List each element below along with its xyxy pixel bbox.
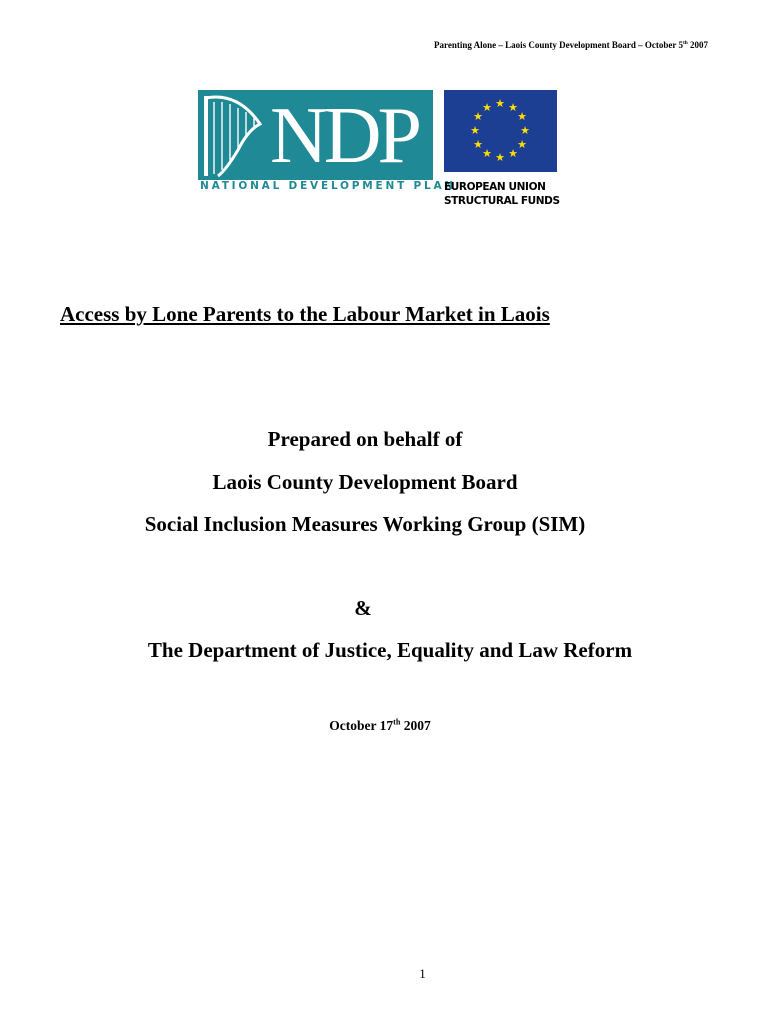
document-date: [0, 718, 760, 734]
prepared-line-3: Social Inclusion Measures Working Group (SIM): [144, 512, 586, 536]
date-year: 2007: [400, 718, 431, 733]
ampersand: &: [354, 596, 372, 620]
svg-text:★: ★: [508, 101, 518, 114]
svg-text:★: ★: [517, 110, 527, 123]
eu-caption-line2: STRUCTURAL FUNDS: [444, 195, 560, 207]
prepared-line-1: Prepared on behalf of: [267, 427, 463, 451]
svg-text:★: ★: [495, 151, 505, 164]
header-year: 2007: [687, 40, 708, 50]
eu-caption-line1: EUROPEAN UNION: [444, 181, 546, 193]
svg-text:★: ★: [470, 124, 480, 137]
ndp-letters: NDP: [270, 92, 419, 180]
date-prefix: October 17: [329, 718, 394, 733]
svg-text:★: ★: [473, 110, 483, 123]
eu-flag-icon: [444, 90, 557, 172]
prepared-line-2: Laois County Development Board: [212, 470, 518, 494]
running-header: [0, 40, 770, 50]
svg-text:★: ★: [482, 147, 492, 160]
svg-text:★: ★: [517, 138, 527, 151]
eu-stars-icon: [444, 90, 557, 172]
date-sup: th: [393, 717, 401, 727]
svg-text:★: ★: [508, 147, 518, 160]
svg-text:★: ★: [473, 138, 483, 151]
department-name: The Department of Justice, Equality and Law Reform: [147, 638, 633, 662]
svg-text:★: ★: [520, 124, 530, 137]
ndp-caption: NATIONAL DEVELOPMENT PLAN: [200, 180, 457, 192]
document-title: Access by Lone Parents to the Labour Market in Laois: [60, 302, 550, 326]
header-sup: th: [682, 40, 688, 46]
harp-icon: [198, 90, 268, 180]
header-text: Parenting Alone – Laois County Development Board – October 5: [434, 40, 683, 50]
svg-text:★: ★: [495, 97, 505, 110]
page-number: 1: [419, 966, 426, 981]
eu-caption: [444, 180, 558, 208]
svg-text:★: ★: [482, 101, 492, 114]
ndp-logo: [198, 90, 433, 180]
